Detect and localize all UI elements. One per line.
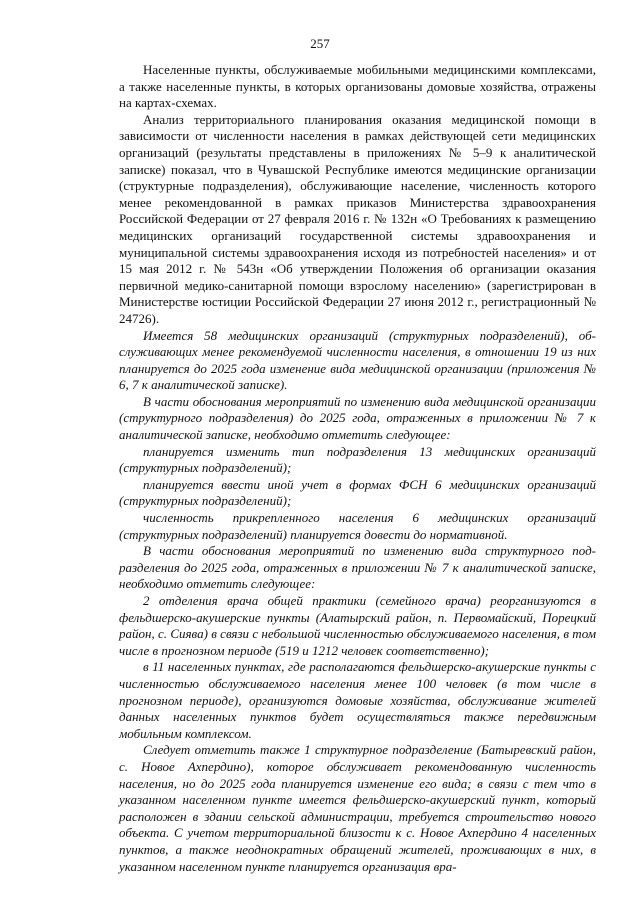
paragraph: планируется изменить тип подразделения 13 медицинских организаций (структурных подразделений); xyxy=(119,443,596,476)
paragraph: численность прикрепленного населения 6 медицинских организаций (структурных подразделений) планируется довести до нормативной. xyxy=(119,510,596,542)
paragraph: планируется ввести иной учет в формах ФСН 6 медицинских организаций (структурных подразделений); xyxy=(119,476,596,509)
body-text xyxy=(119,62,596,875)
paragraph: В части обоснования мероприятий по изменению вида структурного подразделения до 2025 года, отраженных в приложении № 7 к аналитической записке, необходимо отметить следующее: xyxy=(119,543,596,592)
paragraph: В части обоснования мероприятий по изменению вида медицинской организации (структурного подразделения) до 2025 года, отраженных в приложении № 7 к аналитической записке, необходимо отметить следующее: xyxy=(119,393,596,443)
paragraph: Анализ территориального планирования оказания медицинской помощи в зависимости от численности населения в рамках действующей сети медицинских организаций (результаты представлены в приложениях № 5–9 к аналитической записке) показал, что в Чувашской Республике имеются медицинские организации (структурные подразделения), обслуживающие население, численность которого менее рекомендованной в рамках приказов Министерства здравоохранения Российской Федерации от 27 февраля 2016 г. № 132н «О Требованиях к размещению медицинских организаций государственной системы здравоохранения и муниципальной системы здравоохранения исходя из потребностей населения» и от 15 мая 2012 г. № 543н «Об утверждении Положения об организации оказания первичной медико-санитарной помощи взрослому населению» (зарегистрирован в Министерстве юстиции Российской Федерации 27 июня 2012 г., регистрационный № 24726). xyxy=(119,111,596,326)
paragraph: в 11 населенных пунктах, где располагаются фельдшерско-акушерские пункты с численностью обслуживаемого населения менее 100 человек (в том числе в прогнозном периоде), организуются домовые хозяйства, обслуживание жителей данных населенных пунктов будет осуществляться также передвижным мобильным комплексом. xyxy=(119,659,596,741)
paragraph: Следует отметить также 1 структурное подразделение (Батыревский район, с. Новое Ахпердино), которое обслуживает рекомендованную численность населения, но до 2025 года планируется изменение его вида; в связи с тем что в указанном населенном пункте имеется фельдшерско-акушерский пункт, который расположен в здании сельской администрации, требуется строительство нового объекта. С учетом территориальной близости к с. Новое Ахпердино 4 населенных пунктов, а также неоднократных обращений жителей, проживающих в них, в указанном населенном пункте планируется организация вра- xyxy=(119,742,596,874)
paragraph: Имеется 58 медицинских организаций (структурных подразделений), обслуживающих менее рекомендуемой численности населения, в отношении 19 из них планируется до 2025 года изменение вида медицинской организации (приложения № 6, 7 к аналитической записке). xyxy=(119,327,596,393)
paragraph: Населенные пункты, обслуживаемые мобильными медицинскими комплексами, а также населенные пункты, в которых организованы домовые хозяйства, отражены на картах-схемах. xyxy=(119,62,596,111)
page-number: 257 xyxy=(310,36,330,51)
paragraph: 2 отделения врача общей практики (семейного врача) реорганизуются в фельдшерско-акушерские пункты (Алатырский район, п. Первомайский, Порецкий район, с. Сиява) в связи с небольшой численностью обслуживаемого населения, в том числе в прогнозном периоде (519 и 1212 человек соответственно); xyxy=(119,593,596,658)
